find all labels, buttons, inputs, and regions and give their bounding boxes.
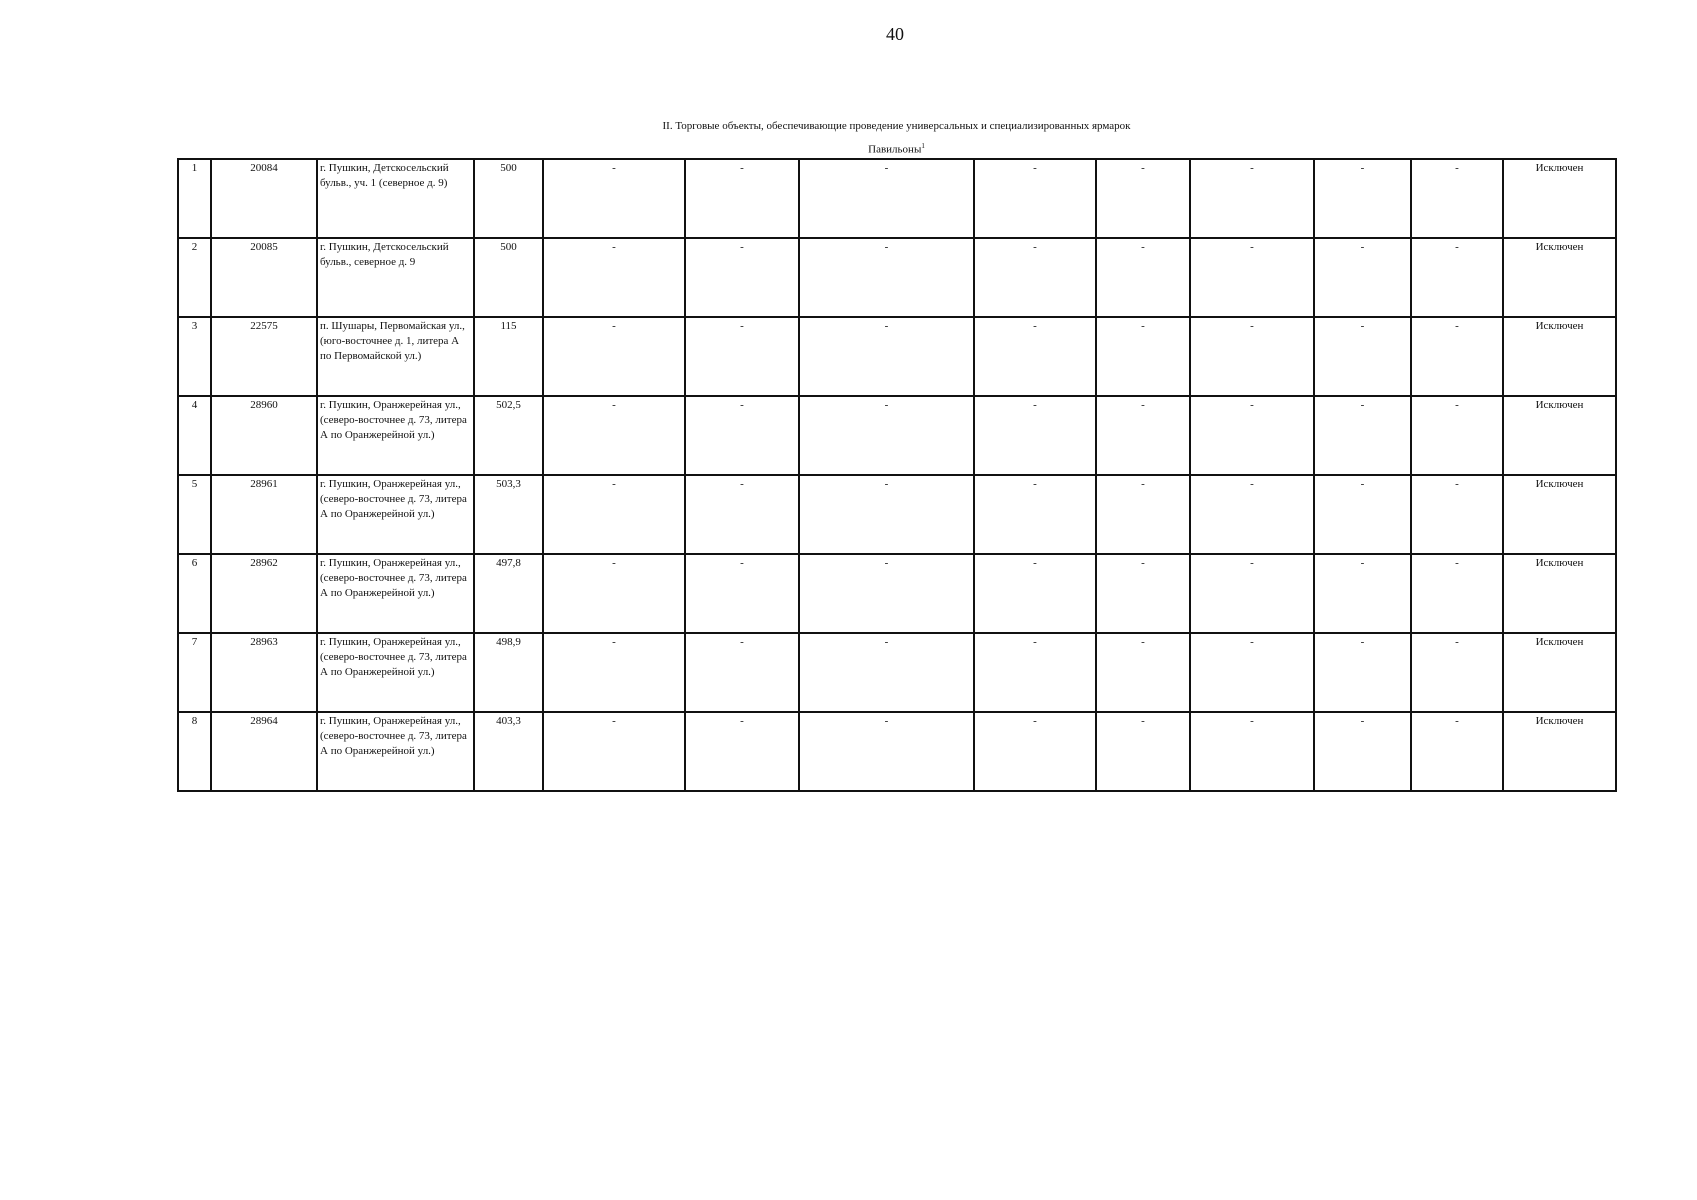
status-cell: Исключен (1503, 633, 1616, 712)
object-id-cell: 28964 (211, 712, 317, 791)
empty-value-cell: - (974, 238, 1096, 317)
empty-value-cell: - (974, 475, 1096, 554)
empty-value-cell: - (1411, 712, 1503, 791)
table-row (178, 712, 1616, 791)
empty-value-cell: - (1096, 475, 1190, 554)
area-cell: 497,8 (474, 554, 543, 633)
area-cell: 503,3 (474, 475, 543, 554)
empty-value-cell: - (1096, 317, 1190, 396)
object-id-cell: 22575 (211, 317, 317, 396)
empty-value-cell: - (1190, 159, 1314, 238)
address-cell: г. Пушкин, Оранжерейная ул., (северо-восточнее д. 73, литера А по Оранжерейной ул.) (317, 712, 474, 791)
empty-value-cell: - (685, 238, 799, 317)
empty-value-cell: - (543, 475, 685, 554)
table-row (178, 238, 1616, 317)
table-row (178, 396, 1616, 475)
empty-value-cell: - (1314, 396, 1411, 475)
empty-value-cell: - (799, 396, 974, 475)
empty-value-cell: - (974, 554, 1096, 633)
empty-value-cell: - (685, 317, 799, 396)
empty-value-cell: - (543, 317, 685, 396)
empty-value-cell: - (1411, 554, 1503, 633)
row-number-cell: 8 (178, 712, 211, 791)
table-row (178, 475, 1616, 554)
empty-value-cell: - (1411, 159, 1503, 238)
status-cell: Исключен (1503, 159, 1616, 238)
address-cell: г. Пушкин, Оранжерейная ул., (северо-восточнее д. 73, литера А по Оранжерейной ул.) (317, 396, 474, 475)
subsection-title (178, 142, 1615, 156)
address-cell: г. Пушкин, Оранжерейная ул., (северо-восточнее д. 73, литера А по Оранжерейной ул.) (317, 633, 474, 712)
address-cell: п. Шушары, Первомайская ул., (юго-восточнее д. 1, литера А по Первомайской ул.) (317, 317, 474, 396)
address-cell: г. Пушкин, Детскосельский бульв., северное д. 9 (317, 238, 474, 317)
empty-value-cell: - (799, 712, 974, 791)
empty-value-cell: - (974, 396, 1096, 475)
area-cell: 500 (474, 159, 543, 238)
empty-value-cell: - (685, 633, 799, 712)
object-id-cell: 28963 (211, 633, 317, 712)
empty-value-cell: - (1411, 317, 1503, 396)
empty-value-cell: - (799, 317, 974, 396)
empty-value-cell: - (799, 633, 974, 712)
area-cell: 115 (474, 317, 543, 396)
empty-value-cell: - (1190, 712, 1314, 791)
status-cell: Исключен (1503, 554, 1616, 633)
empty-value-cell: - (1314, 238, 1411, 317)
row-number-cell: 5 (178, 475, 211, 554)
empty-value-cell: - (1190, 238, 1314, 317)
row-number-cell: 6 (178, 554, 211, 633)
row-number-cell: 7 (178, 633, 211, 712)
section-title: II. Торговые объекты, обеспечивающие проведение универсальных и специализированных ярмарок (662, 120, 1131, 132)
empty-value-cell: - (1096, 396, 1190, 475)
empty-value-cell: - (1314, 475, 1411, 554)
empty-value-cell: - (1314, 633, 1411, 712)
empty-value-cell: - (685, 475, 799, 554)
empty-value-cell: - (1411, 238, 1503, 317)
status-cell: Исключен (1503, 317, 1616, 396)
area-cell: 403,3 (474, 712, 543, 791)
object-id-cell: 28962 (211, 554, 317, 633)
empty-value-cell: - (543, 633, 685, 712)
empty-value-cell: - (799, 238, 974, 317)
empty-value-cell: - (1411, 475, 1503, 554)
empty-value-cell: - (543, 238, 685, 317)
page-number: 40 (886, 24, 904, 44)
empty-value-cell: - (1190, 475, 1314, 554)
object-id-cell: 28960 (211, 396, 317, 475)
empty-value-cell: - (685, 554, 799, 633)
row-number-cell: 3 (178, 317, 211, 396)
empty-value-cell: - (1411, 396, 1503, 475)
empty-value-cell: - (799, 554, 974, 633)
address-cell: г. Пушкин, Оранжерейная ул., (северо-восточнее д. 73, литера А по Оранжерейной ул.) (317, 554, 474, 633)
area-cell: 498,9 (474, 633, 543, 712)
empty-value-cell: - (543, 159, 685, 238)
table-row (178, 633, 1616, 712)
status-cell: Исключен (1503, 475, 1616, 554)
table-row (178, 554, 1616, 633)
subsection-title-text: Павильоны (868, 143, 922, 156)
empty-value-cell: - (974, 159, 1096, 238)
empty-value-cell: - (1096, 633, 1190, 712)
empty-value-cell: - (1096, 238, 1190, 317)
area-cell: 502,5 (474, 396, 543, 475)
empty-value-cell: - (1314, 159, 1411, 238)
address-cell: г. Пушкин, Оранжерейная ул., (северо-восточнее д. 73, литера А по Оранжерейной ул.) (317, 475, 474, 554)
row-number-cell: 2 (178, 238, 211, 317)
object-id-cell: 28961 (211, 475, 317, 554)
status-cell: Исключен (1503, 712, 1616, 791)
table-body (178, 159, 1616, 791)
empty-value-cell: - (543, 712, 685, 791)
empty-value-cell: - (1190, 554, 1314, 633)
area-cell: 500 (474, 238, 543, 317)
status-cell: Исключен (1503, 238, 1616, 317)
table-row (178, 317, 1616, 396)
status-cell: Исключен (1503, 396, 1616, 475)
empty-value-cell: - (1190, 317, 1314, 396)
empty-value-cell: - (974, 317, 1096, 396)
empty-value-cell: - (1096, 712, 1190, 791)
empty-value-cell: - (543, 554, 685, 633)
empty-value-cell: - (799, 475, 974, 554)
empty-value-cell: - (1190, 633, 1314, 712)
empty-value-cell: - (1190, 396, 1314, 475)
table-row (178, 159, 1616, 238)
empty-value-cell: - (1411, 633, 1503, 712)
empty-value-cell: - (1314, 712, 1411, 791)
row-number-cell: 1 (178, 159, 211, 238)
empty-value-cell: - (974, 712, 1096, 791)
subsection-footnote-mark: 1 (921, 142, 925, 150)
empty-value-cell: - (685, 396, 799, 475)
empty-value-cell: - (1314, 554, 1411, 633)
empty-value-cell: - (543, 396, 685, 475)
empty-value-cell: - (685, 712, 799, 791)
empty-value-cell: - (1314, 317, 1411, 396)
object-id-cell: 20084 (211, 159, 317, 238)
object-id-cell: 20085 (211, 238, 317, 317)
empty-value-cell: - (1096, 159, 1190, 238)
objects-table (177, 158, 1617, 792)
empty-value-cell: - (685, 159, 799, 238)
row-number-cell: 4 (178, 396, 211, 475)
empty-value-cell: - (1096, 554, 1190, 633)
empty-value-cell: - (974, 633, 1096, 712)
empty-value-cell: - (799, 159, 974, 238)
address-cell: г. Пушкин, Детскосельский бульв., уч. 1 (северное д. 9) (317, 159, 474, 238)
